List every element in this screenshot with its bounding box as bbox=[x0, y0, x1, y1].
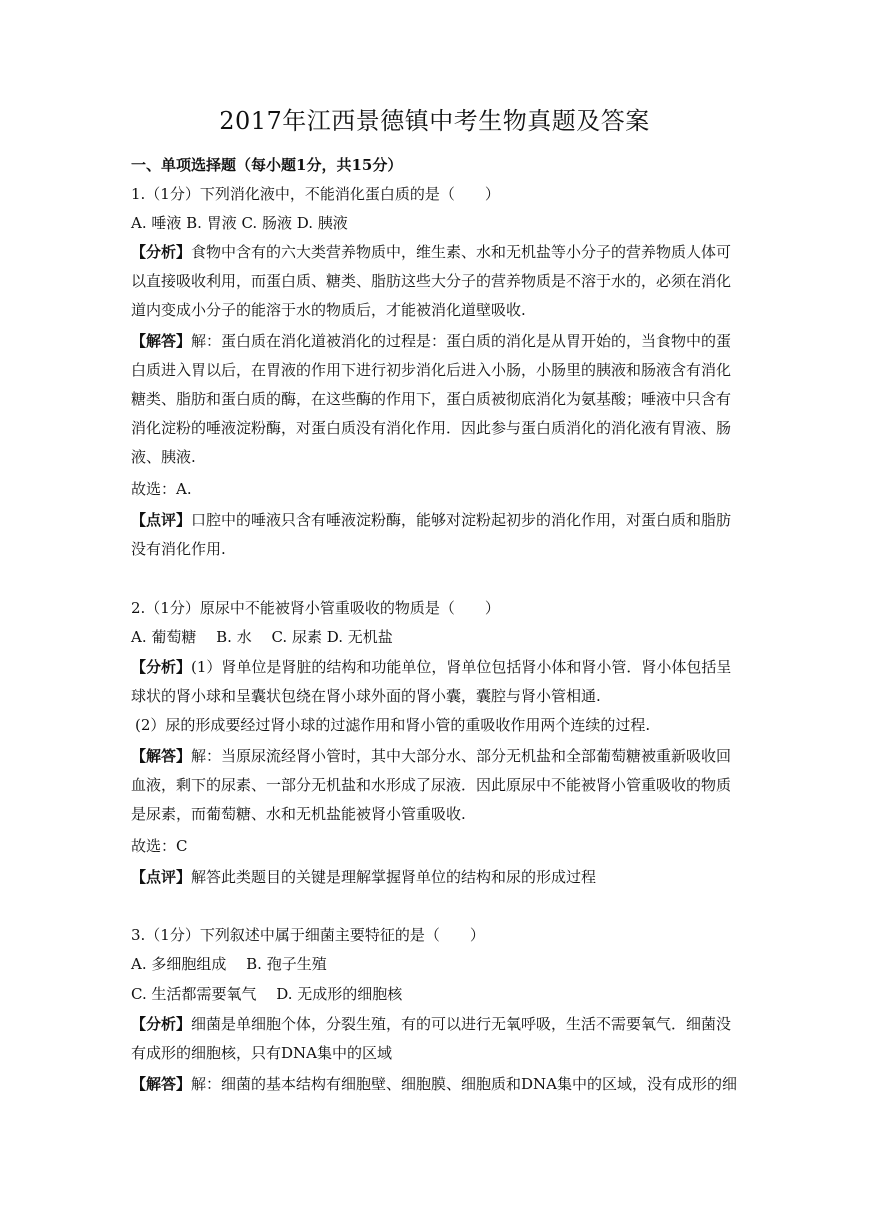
q1-answer-line-1: 【解答】解：蛋白质在消化道被消化的过程是：蛋白质的消化是从胃开始的，当食物中的蛋 bbox=[131, 332, 732, 350]
q2-answer-line-2: 血液，剩下的尿素、一部分无机盐和水形成了尿液．因此原尿中不能被肾小管重吸收的物质 bbox=[131, 776, 732, 794]
comment-tag: 【点评】 bbox=[131, 868, 192, 886]
q3-options-line-2: C. 生活都需要氧气 D. 无成形的细胞核 bbox=[131, 985, 403, 1003]
q3-analysis-line-1: 【分析】细菌是单细胞个体，分裂生殖，有的可以进行无氧呼吸，生活不需要氧气．细菌没 bbox=[131, 1015, 732, 1033]
q2-answer-line-3: 是尿素，而葡萄糖、水和无机盐能被肾小管重吸收. bbox=[131, 805, 466, 823]
q2-stem: 2.（1分）原尿中不能被肾小管重吸收的物质是（ ） bbox=[131, 599, 500, 617]
q1-analysis-line-2: 以直接吸收利用，而蛋白质、糖类、脂肪这些大分子的营养物质是不溶于水的，必须在消化 bbox=[131, 272, 732, 290]
comment-tag: 【点评】 bbox=[131, 511, 192, 529]
q1-comment-line-1: 【点评】口腔中的唾液只含有唾液淀粉酶，能够对淀粉起初步的消化作用，对蛋白质和脂肪 bbox=[131, 511, 732, 529]
q1-comment-line-2: 没有消化作用. bbox=[131, 540, 226, 558]
q2-comment-line-1: 【点评】解答此类题目的关键是理解掌握肾单位的结构和尿的形成过程 bbox=[131, 868, 597, 886]
q3-stem: 3.（1分）下列叙述中属于细菌主要特征的是（ ） bbox=[131, 926, 485, 944]
q2-analysis-line-2: 球状的肾小球和呈囊状包绕在肾小球外面的肾小囊，囊腔与肾小管相通. bbox=[131, 687, 601, 705]
q3-options-line-1: A. 多细胞组成 B. 孢子生殖 bbox=[131, 955, 327, 973]
answer-tag: 【解答】 bbox=[131, 747, 192, 765]
document-title: 2017年江西景德镇中考生物真题及答案 bbox=[219, 107, 650, 135]
q1-analysis-line-3: 道内变成小分子的能溶于水的物质后，才能被消化道壁吸收. bbox=[131, 301, 526, 319]
q3-answer-line-1: 【解答】解：细菌的基本结构有细胞壁、细胞膜、细胞质和DNA集中的区域，没有成形的细 bbox=[131, 1075, 738, 1093]
q1-answer-line-2: 白质进入胃以后，在胃液的作用下进行初步消化后进入小肠，小肠里的胰液和肠液含有消化 bbox=[131, 361, 732, 379]
q2-choice: 故选：C bbox=[131, 837, 188, 855]
q2-options: A. 葡萄糖 B. 水 C. 尿素 D. 无机盐 bbox=[131, 628, 393, 646]
section-heading: 一、单项选择题（每小题1分，共15分） bbox=[131, 156, 403, 174]
q2-analysis-line-1: 【分析】(1）肾单位是肾脏的结构和功能单位，肾单位包括肾小体和肾小管．肾小体包括呈 bbox=[131, 658, 732, 676]
q1-analysis-line-1: 【分析】食物中含有的六大类营养物质中，维生素、水和无机盐等小分子的营养物质人体可 bbox=[131, 243, 732, 261]
q1-answer-line-4: 消化淀粉的唾液淀粉酶，对蛋白质没有消化作用．因此参与蛋白质消化的消化液有胃液、肠 bbox=[131, 419, 732, 437]
analysis-tag: 【分析】 bbox=[131, 1015, 192, 1033]
analysis-tag: 【分析】 bbox=[131, 658, 192, 676]
q2-analysis-line-3: (2）尿的形成要经过肾小球的过滤作用和肾小管的重吸收作用两个连续的过程. bbox=[135, 716, 651, 734]
q1-options: A. 唾液 B. 胃液 C. 肠液 D. 胰液 bbox=[131, 214, 348, 232]
q1-answer-line-5: 液、胰液. bbox=[131, 448, 196, 466]
answer-tag: 【解答】 bbox=[131, 1075, 192, 1093]
q1-stem: 1.（1分）下列消化液中，不能消化蛋白质的是（ ） bbox=[131, 185, 500, 203]
q1-answer-line-3: 糖类、脂肪和蛋白质的酶，在这些酶的作用下，蛋白质被彻底消化为氨基酸；唾液中只含有 bbox=[131, 390, 732, 408]
q2-answer-line-1: 【解答】解：当原尿流经肾小管时，其中大部分水、部分无机盐和全部葡萄糖被重新吸收回 bbox=[131, 747, 732, 765]
answer-tag: 【解答】 bbox=[131, 332, 192, 350]
q3-analysis-line-2: 有成形的细胞核，只有DNA集中的区域 bbox=[131, 1044, 392, 1062]
analysis-tag: 【分析】 bbox=[131, 243, 192, 261]
q1-choice: 故选：A. bbox=[131, 480, 192, 498]
